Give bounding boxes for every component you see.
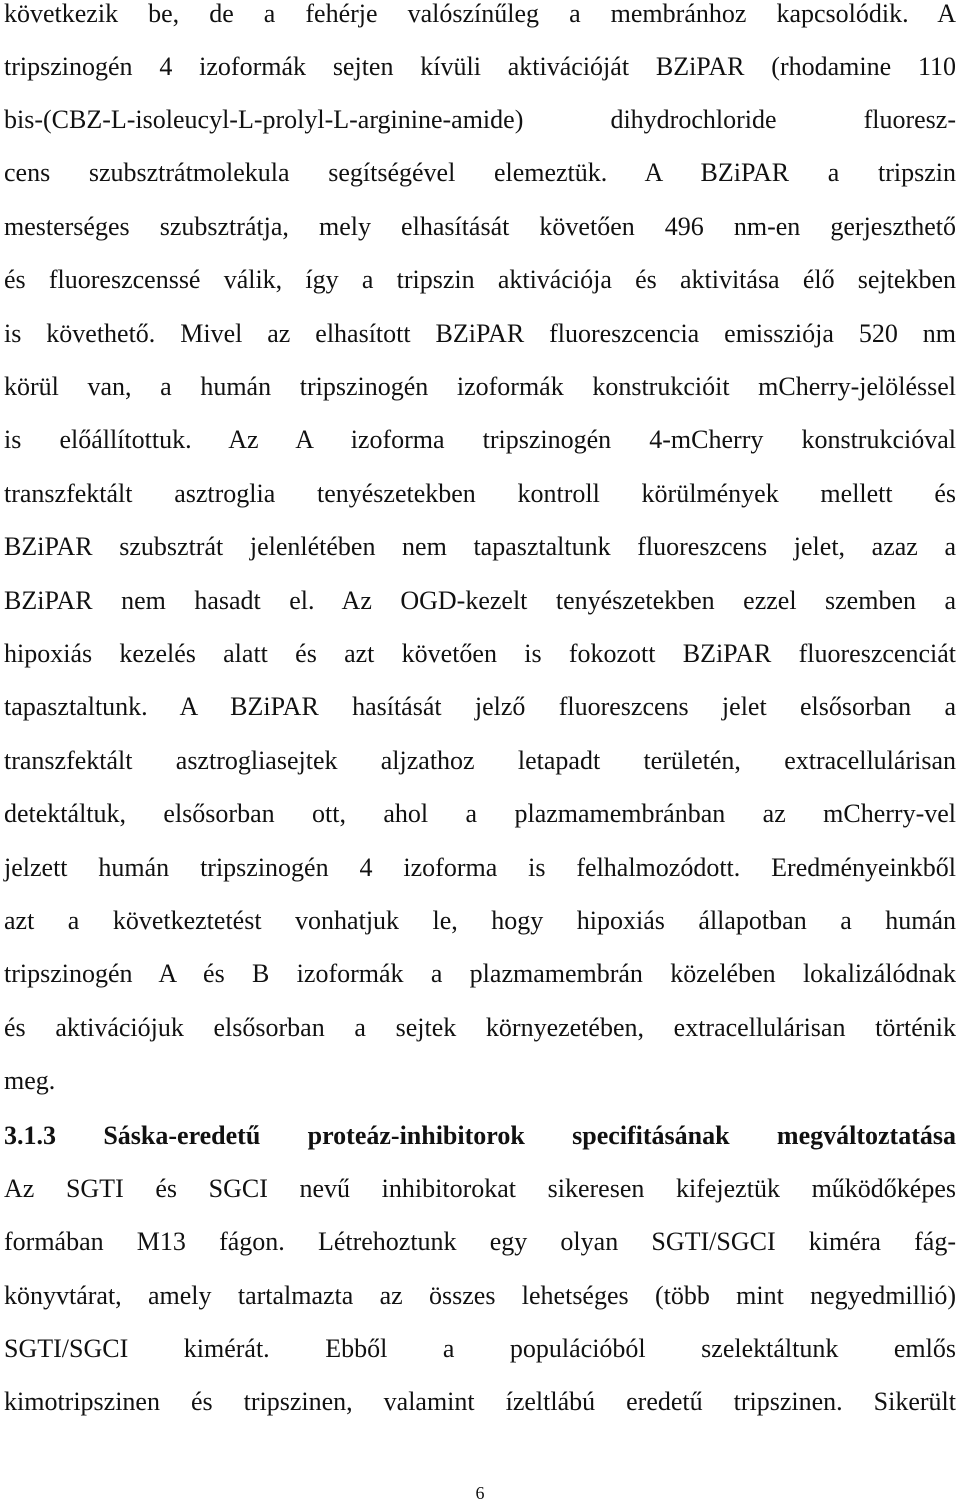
paragraph-line: is követhető. Mivel az elhasított BZiPAR fluoreszcencia emissziója 520 nm	[4, 319, 956, 348]
paragraph-line: azt a következtetést vonhatjuk le, hogy hipoxiás állapotban a humán	[4, 906, 956, 935]
paragraph-line: SGTI/SGCI kimérát. Ebből a populációból szelektáltunk emlős	[4, 1334, 956, 1363]
paragraph-line: tripszinogén 4 izoformák sejten kívüli aktivációját BZiPAR (rhodamine 110	[4, 52, 956, 81]
paragraph-line: detektáltuk, elsősorban ott, ahol a plazmamembránban az mCherry-vel	[4, 799, 956, 828]
section-heading: 3.1.3 Sáska-eredetű proteáz-inhibitorok specifitásának megváltoztatása	[4, 1121, 956, 1150]
paragraph-line: tapasztaltunk. A BZiPAR hasítását jelző fluoreszcens jelet elsősorban a	[4, 692, 956, 721]
paragraph-line: BZiPAR szubsztrát jelenlétében nem tapasztaltunk fluoreszcens jelet, azaz a	[4, 532, 956, 561]
paragraph-line: következik be, de a fehérje valószínűleg a membránhoz kapcsolódik. A	[4, 0, 956, 28]
paragraph-line: tripszinogén A és B izoformák a plazmamembrán közelében lokalizálódnak	[4, 959, 956, 988]
page-number: 6	[475, 1483, 485, 1503]
paragraph-line: kimotripszinen és tripszinen, valamint ízeltlábú eredetű tripszinen. Sikerült	[4, 1387, 956, 1416]
paragraph-line: BZiPAR nem hasadt el. Az OGD-kezelt tenyészetekben ezzel szemben a	[4, 586, 956, 615]
paragraph-line: bis-(CBZ-L-isoleucyl-L-prolyl-L-arginine-amide) dihydrochloride fluoresz-	[4, 105, 956, 134]
paragraph-line: jelzett humán tripszinogén 4 izoforma is felhalmozódott. Eredményeinkből	[4, 853, 956, 882]
paragraph-line: meg.	[4, 1066, 56, 1095]
paragraph-line: Az SGTI és SGCI nevű inhibitorokat sikeresen kifejeztük működőképes	[4, 1174, 956, 1203]
paragraph-line: könyvtárat, amely tartalmazta az összes lehetséges (több mint negyedmillió)	[4, 1281, 956, 1310]
paragraph-line: transzfektált asztroglia tenyészetekben kontroll körülmények mellett és	[4, 479, 956, 508]
paragraph-line: mesterséges szubsztrátja, mely elhasítását követően 496 nm-en gerjeszthető	[4, 212, 956, 241]
paragraph-line: transzfektált asztrogliasejtek aljzathoz letapadt területén, extracellulárisan	[4, 746, 956, 775]
paragraph-line: is előállítottuk. Az A izoforma tripszinogén 4-mCherry konstrukcióval	[4, 425, 956, 454]
paragraph-line: körül van, a humán tripszinogén izoformák konstrukcióit mCherry-jelöléssel	[4, 372, 956, 401]
paragraph-line: és fluoreszcenssé válik, így a tripszin aktivációja és aktivitása élő sejtekben	[4, 265, 956, 294]
paragraph-line: formában M13 fágon. Létrehoztunk egy olyan SGTI/SGCI kiméra fág-	[4, 1227, 956, 1256]
paragraph-line: hipoxiás kezelés alatt és azt követően is fokozott BZiPAR fluoreszcenciát	[4, 639, 956, 668]
paragraph-line: és aktivációjuk elsősorban a sejtek környezetében, extracellulárisan történik	[4, 1013, 956, 1042]
paragraph-line: cens szubsztrátmolekula segítségével elemeztük. A BZiPAR a tripszin	[4, 158, 956, 187]
